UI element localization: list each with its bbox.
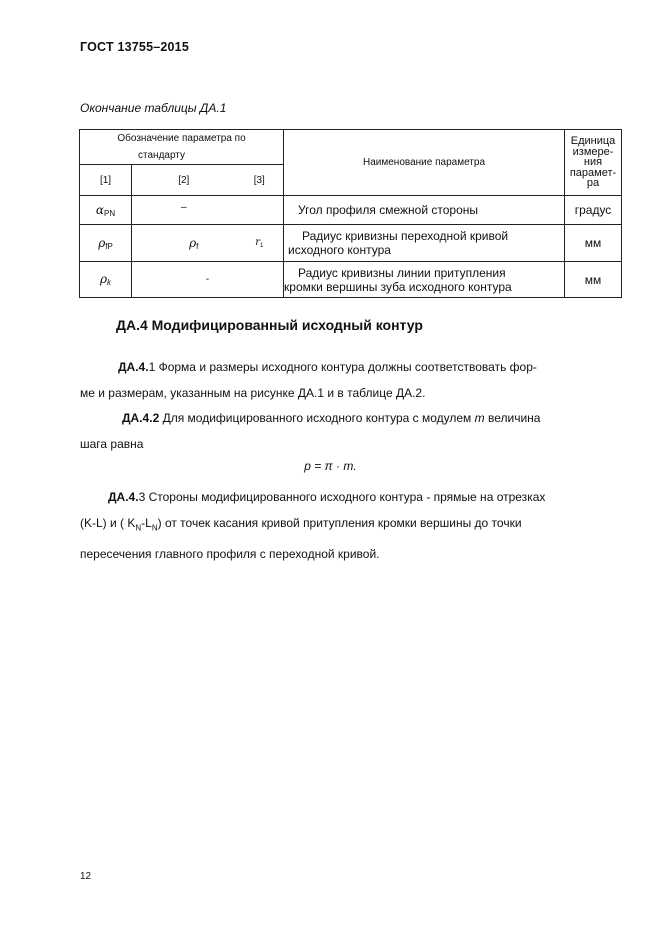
row3-symbol-1: $\rho_k$ [80,262,132,298]
row3-unit: мм [565,262,622,298]
subcol-1-header: [1] [80,165,132,196]
unit-header-line: Единица [570,135,616,148]
paragraph-da-4-1: ДА.4.1 Форма и размеры исходного контура должны соответствовать фор- ме и размерам, указанным на рисунке ДА.1 и в таблице ДА.2. [80,360,537,400]
row1-symbol-3 [236,196,284,225]
document-header: ГОСТ 13755–2015 [80,40,189,54]
row1-symbol-1: $\alpha_{PN}$ [80,196,132,225]
paragraph-da-4-3: ДА.4.3 Стороны модифицированного исходного контура - прямые на отрезках (K-L) и ( $K_N-L_N$) от точек касания кривой притупления кромки вершины до точки пересечения главного профиля с переходной кривой. [80,490,546,562]
unit-header [565,130,622,196]
page-number: 12 [80,871,92,882]
unit-header-line: ния [583,156,603,169]
row2-unit: мм [565,225,622,262]
designation-group-header [80,130,284,165]
row1-symbol-2: – [132,196,236,225]
row2-symbol-1: $\rho_{fP}$ [80,225,132,262]
row1-unit: градус [565,196,622,225]
row2-name: Радиус кривизны переходной кривой исходного контура [284,225,565,262]
row2-symbol-3: $r_1$ [236,225,284,262]
subcol-3-header: [3] [236,165,284,196]
unit-header-line: парамет- [569,166,617,179]
row2-symbol-2: $\rho_f$ [132,225,236,262]
subcol-2-header: [2] [132,165,236,196]
table-row [80,225,622,262]
paragraph-da-4-2: ДА.4.2 Для модифицированного исходного контура с модулем m величина шага равна [80,411,541,451]
row1-name: Угол профиля смежной стороны [284,196,565,225]
designation-header-line1: Обозначение параметра по [117,133,246,144]
unit-header-line: измере- [572,145,614,158]
parameters-table [79,129,622,298]
table-caption: Окончание таблицы ДА.1 [80,101,227,115]
section-title: ДА.4 Модифицированный исходный контур [116,317,423,333]
pitch-formula: p = π · m. [304,459,357,473]
designation-header-line2: стандарту [138,150,185,161]
table-row [80,262,622,298]
row3-symbol-2: - [132,262,284,298]
unit-header-line: ра [586,177,600,190]
name-header: Наименование параметра [284,130,565,196]
row3-name: Радиус кривизны линии притупления кромки вершины зуба исходного контура [284,262,565,298]
table-row [80,196,622,225]
